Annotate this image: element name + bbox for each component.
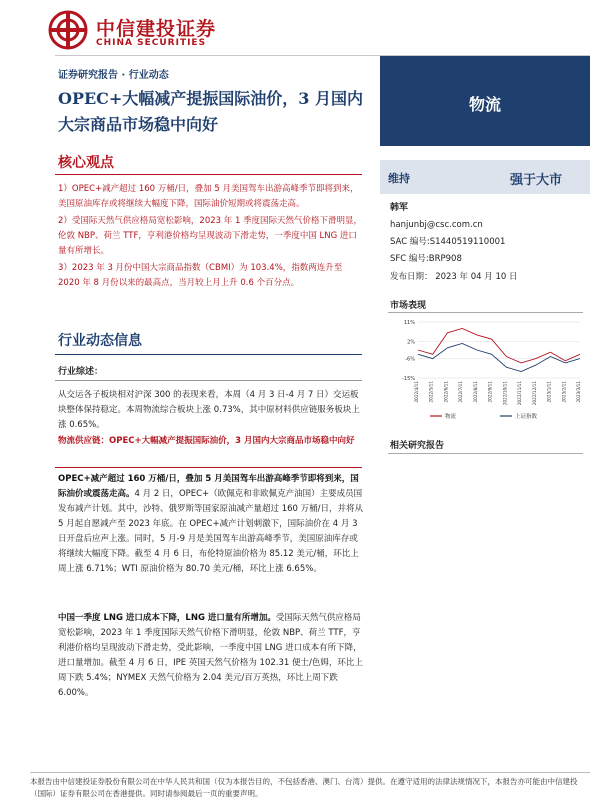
dynamics-divider bbox=[55, 354, 362, 355]
logo-icon bbox=[48, 10, 88, 50]
report-title: OPEC+大幅减产提振国际油价，3 月国内大宗商品市场稳中向好 bbox=[58, 89, 364, 134]
dynamics-heading: 行业动态信息 bbox=[58, 333, 142, 349]
rating-value: 强于大市 bbox=[510, 173, 563, 188]
chart-ytick-label: 2% bbox=[407, 339, 415, 346]
overview-paragraph: 从交运各子板块相对沪深 300 的表现来看，本周（4 月 3 日-4 月 7 日）交运板块整体保持稳定。本周物流综合板块上涨 0.73%，其中原材料供应链服务板块上涨 0.65%。 bbox=[58, 390, 360, 430]
chart-xtick-label: 2023/3/11 bbox=[576, 381, 581, 403]
overview-subhead: 行业综述： bbox=[58, 367, 104, 377]
disclaimer: 本报告由中信建投证券股份有限公司在中华人民共和国（仅为本报告目的，不包括香港、澳门、台湾）提供。在遵守适用的法律法规情况下，本报告亦可能由中信建投（国际）证券有限公司在香港提供。同时请参阅最后一页的重要声明。 bbox=[30, 777, 578, 798]
logistics-headline: 物流供应链：OPEC+大幅减产提振国际油价，3 月国内大宗商品市场稳中向好 bbox=[58, 436, 355, 446]
chart-legend-label: 上证指数 bbox=[515, 414, 538, 420]
logistics-divider bbox=[55, 467, 362, 468]
chart-legend-label: 物流 bbox=[445, 414, 457, 420]
chart-xtick-label: 2023/1/11 bbox=[546, 381, 552, 403]
lng-paragraph bbox=[58, 611, 363, 701]
core-point: 2）受国际天然气供应格局宽松影响，2023 年 1 季度国际天然气价格下滑明显，伦敦 NBP、荷兰 TTF，亨利港价格均呈现波动下滑走势，一季度中国 LNG 进口量有所增长。 bbox=[58, 216, 363, 256]
chart-series-line bbox=[418, 329, 580, 363]
market-title: 市场表现 bbox=[390, 301, 427, 311]
chart-ytick-label: -6% bbox=[405, 356, 415, 363]
sector-name: 物流 bbox=[468, 95, 501, 114]
core-divider bbox=[55, 174, 362, 175]
analyst-sfc: SFC 编号:BRP908 bbox=[390, 254, 462, 264]
chart-xtick-label: 2022/4/11 bbox=[414, 381, 419, 403]
subhead-divider bbox=[55, 380, 362, 381]
market-divider bbox=[388, 312, 583, 313]
sector-panel bbox=[380, 56, 590, 146]
rating-label: 维持 bbox=[388, 172, 410, 185]
logo-text-en: CHINA SECURITIES bbox=[96, 38, 207, 48]
core-point: 3）2023 年 3 月份中国大宗商品指数（CBMI）为 103.4%，指数两连升至 2020 年 8 月份以来的最高点，当月较上月上升 0.6 个百分点。 bbox=[58, 263, 343, 288]
analyst-email: hanjunbj@csc.com.cn bbox=[390, 220, 483, 230]
oil-paragraph-body: 4 月 2 日，OPEC+（欧佩克和非欧佩克产油国）主要成员国发布减产计划。其中，沙特、俄罗斯等国家原油减产量超过 160 万桶/日，并将从 5 月起自愿减产至 2023 年底。在 OPEC+减产计划刺激下，国际油价在 4 月 3 日开盘后应声上涨。同时，5 月-9 月是美国驾车出游高峰季节，美国原油库存或将继续大幅度下降。截至 4 月 6 日，布伦特原油价格为 85.12 美元/桶，环比上周上涨 6.71%；WTI 原油价格为 80.70 美元/桶，环比上涨 6.65%。 bbox=[58, 489, 363, 574]
publish-date: 发布日期： 2023 年 04 月 10 日 bbox=[390, 272, 518, 282]
footer-divider bbox=[30, 772, 590, 773]
chart-xtick-label: 2022/6/11 bbox=[443, 381, 449, 403]
analyst-info bbox=[390, 200, 585, 268]
analyst-sac: SAC 编号:S1440519110001 bbox=[390, 237, 506, 247]
oil-paragraph-lead: OPEC+减产超过 160 万桶/日，叠加 5 月美国驾车出游高峰季节即将到来，国际油价或震荡走高。 bbox=[58, 474, 359, 499]
logo-text-cn: 中信建投证券 bbox=[96, 18, 217, 40]
related-title: 相关研究报告 bbox=[390, 441, 445, 451]
oil-paragraph bbox=[58, 472, 363, 577]
lng-paragraph-lead: 中国一季度 LNG 进口成本下降，LNG 进口量有所增加。 bbox=[58, 613, 276, 623]
related-divider bbox=[388, 453, 583, 454]
chart-xtick-label: 2022/10/11 bbox=[502, 381, 508, 406]
company-logo bbox=[48, 10, 288, 50]
report-type: 证券研究报告 · 行业动态 bbox=[58, 70, 169, 81]
chart-ytick-label: 11% bbox=[403, 320, 415, 326]
chart-xtick-label: 2023/2/11 bbox=[561, 381, 567, 403]
chart-xtick-label: 2022/9/11 bbox=[487, 381, 493, 403]
chart-xtick-label: 2022/5/11 bbox=[428, 381, 434, 403]
chart-xtick-label: 2022/8/11 bbox=[472, 381, 478, 403]
analyst-name: 韩军 bbox=[390, 203, 409, 213]
lng-paragraph-body: 受国际天然气供应格局宽松影响，2023 年 1 季度国际天然气价格下滑明显，伦敦 NBP、荷兰 TTF，亨利港价格均呈现波动下滑走势，受此影响，一季度中国 LNG 进口成本有所下降，进口量增加。截至 4 月 6 日，IPE 英国天然气价格为 102.31 便士/色姆，环比上周下跌 5.4%；NYMEX 天然气价格为 2.04 美元/百万英热，环比上周下跌 6.00%。 bbox=[58, 613, 363, 698]
chart-xtick-label: 2022/12/11 bbox=[531, 381, 537, 406]
chart-ytick-label: -15% bbox=[402, 376, 415, 382]
core-points bbox=[58, 182, 363, 293]
core-heading: 核心观点 bbox=[58, 155, 114, 171]
core-point: 1）OPEC+减产超过 160 万桶/日，叠加 5 月美国驾车出游高峰季节即将到来，美国原油库存或将继续大幅度下降，国际油价短期或将震荡走高。 bbox=[58, 184, 359, 209]
chart-xtick-label: 2022/11/11 bbox=[517, 381, 523, 406]
market-chart bbox=[390, 316, 585, 426]
chart-xtick-label: 2022/7/11 bbox=[458, 381, 464, 403]
